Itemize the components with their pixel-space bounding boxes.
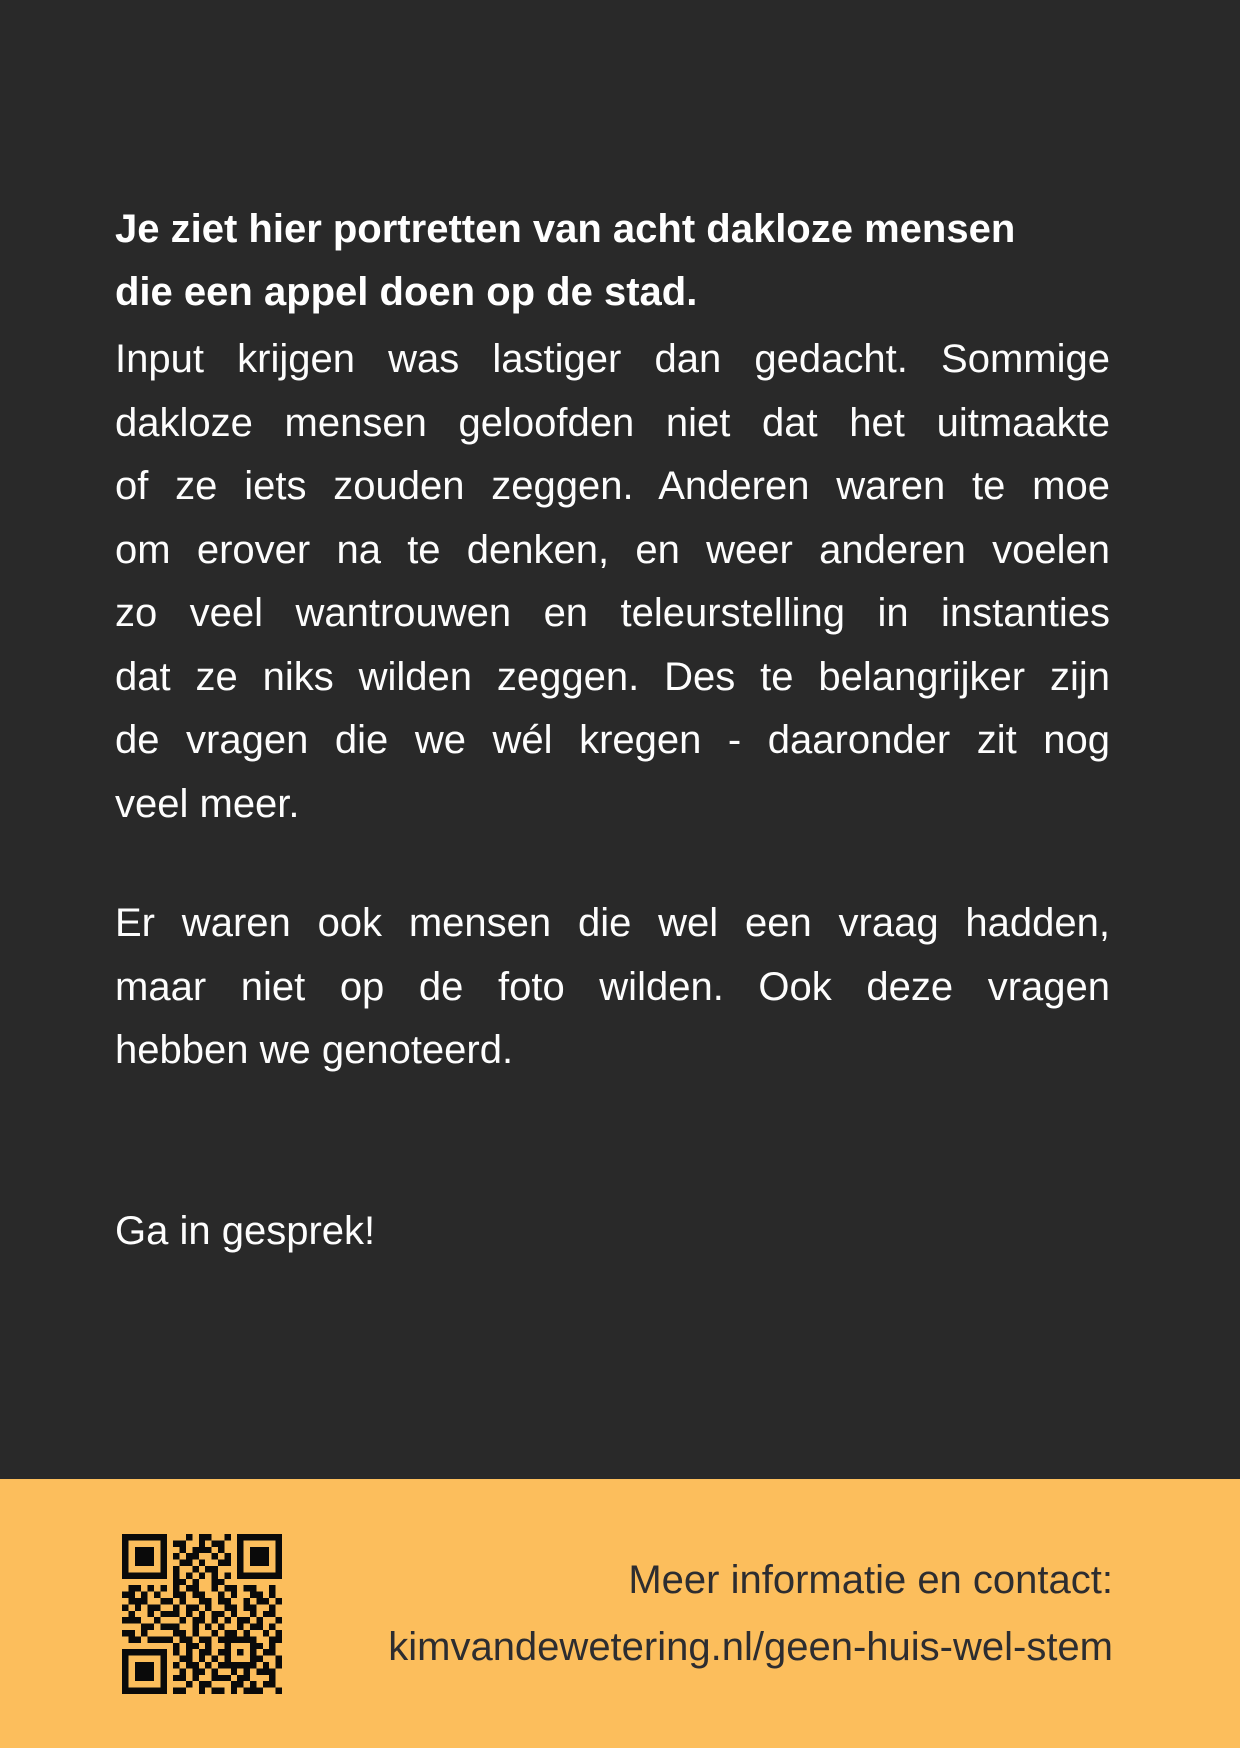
- paragraph-line: veel meer.: [115, 781, 300, 826]
- paragraph-line: de vragen die we wél kregen - daaronder zit nog: [115, 718, 1110, 762]
- heading: [115, 198, 1110, 324]
- qr-code-icon: [122, 1534, 282, 1694]
- paragraph-line: dat ze niks wilden zeggen. Des te belangrijker zijn: [115, 654, 1110, 699]
- contact-info: [388, 1547, 1113, 1681]
- paragraph-input-krijgen: [115, 328, 1110, 836]
- paragraph-line: maar niet op de foto wilden. Ook deze vragen: [115, 964, 1110, 1009]
- footer-band: [0, 1479, 1240, 1748]
- paragraph-line: om erover na te denken, en weer anderen voelen: [115, 527, 1110, 572]
- contact-url: kimvandewetering.nl/geen-huis-wel-stem: [388, 1624, 1113, 1669]
- paragraph-line: Input krijgen was lastiger dan gedacht. Sommige: [115, 337, 1110, 381]
- paragraph-line: of ze iets zouden zeggen. Anderen waren te moe: [115, 464, 1110, 508]
- poster-text-column: [115, 0, 1110, 1263]
- heading-line-2: die een appel doen op de stad.: [115, 270, 698, 314]
- heading-line-1: Je ziet hier portretten van acht dakloze mensen: [115, 207, 1016, 251]
- paragraph-line: zo veel wantrouwen en teleurstelling in instanties: [115, 591, 1110, 635]
- paragraph-line: dakloze mensen geloofden niet dat het uitmaakte: [115, 400, 1110, 445]
- paragraph-line: hebben we genoteerd.: [115, 1028, 514, 1072]
- paragraph-er-waren: [115, 892, 1110, 1083]
- call-to-action: Ga in gesprek!: [115, 1208, 376, 1253]
- paragraph-line: Er waren ook mensen die wel een vraag hadden,: [115, 901, 1110, 945]
- contact-label: Meer informatie en contact:: [628, 1557, 1113, 1602]
